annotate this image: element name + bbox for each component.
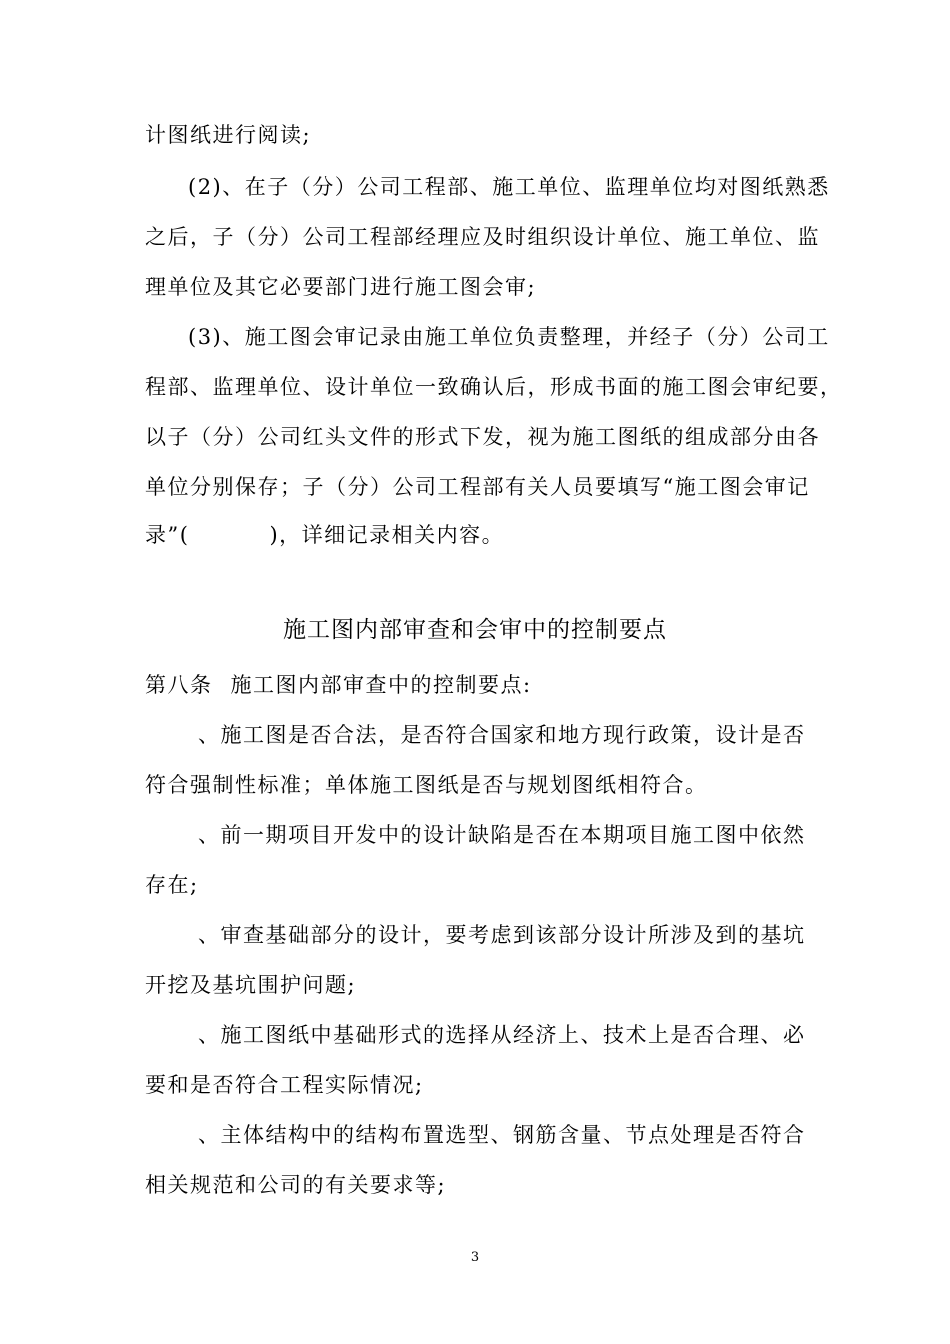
item-3-line-5 xyxy=(145,520,810,550)
article-label: 第八条 xyxy=(145,673,213,697)
article-8-heading xyxy=(145,670,810,700)
item-2-line-1: (2)、在子（分）公司工程部、施工单位、监理单位均对图纸熟悉 xyxy=(188,175,830,199)
point-5-line-1: 、主体结构中的结构布置选型、钢筋含量、节点处理是否符合 xyxy=(198,1123,806,1147)
point-2-line-2: 存在; xyxy=(145,873,199,897)
point-2-line-1: 、前一期项目开发中的设计缺陷是否在本期项目施工图中依然 xyxy=(198,823,806,847)
paragraph-line: 计图纸进行阅读; xyxy=(145,123,312,147)
article-title: 施工图内部审查中的控制要点: xyxy=(230,673,532,697)
item-3-line-1: (3)、施工图会审记录由施工单位负责整理，并经子（分）公司工 xyxy=(188,325,830,349)
item-2-line-3: 理单位及其它必要部门进行施工图会审; xyxy=(145,275,537,299)
point-4-line-1: 、施工图纸中基础形式的选择从经济上、技术上是否合理、必 xyxy=(198,1023,806,1047)
item-3-line-3: 以子（分）公司红头文件的形式下发，视为施工图纸的组成部分由各 xyxy=(145,425,820,449)
item-3-line-5-end: )，详细记录相关内容。 xyxy=(269,523,505,547)
item-2-line-2: 之后，子（分）公司工程部经理应及时组织设计单位、施工单位、监 xyxy=(145,225,820,249)
item-3-line-4: 单位分别保存；子（分）公司工程部有关人员要填写“施工图会审记 xyxy=(145,475,810,499)
point-3-line-1: 、审查基础部分的设计，要考虑到该部分设计所涉及到的基坑 xyxy=(198,923,806,947)
section-heading: 施工图内部审查和会审中的控制要点 xyxy=(283,617,667,643)
point-1-line-1: 、施工图是否合法，是否符合国家和地方现行政策，设计是否 xyxy=(198,723,806,747)
item-3-line-2: 程部、监理单位、设计单位一致确认后，形成书面的施工图会审纪要， xyxy=(145,375,843,399)
page-number: 3 xyxy=(470,1250,480,1265)
point-5-line-2: 相关规范和公司的有关要求等; xyxy=(145,1173,447,1197)
point-1-line-2: 符合强制性标准；单体施工图纸是否与规划图纸相符合。 xyxy=(145,773,708,797)
point-3-line-2: 开挖及基坑围护问题; xyxy=(145,973,357,997)
item-3-line-5-start: 录”( xyxy=(145,523,190,547)
point-4-line-2: 要和是否符合工程实际情况; xyxy=(145,1073,424,1097)
